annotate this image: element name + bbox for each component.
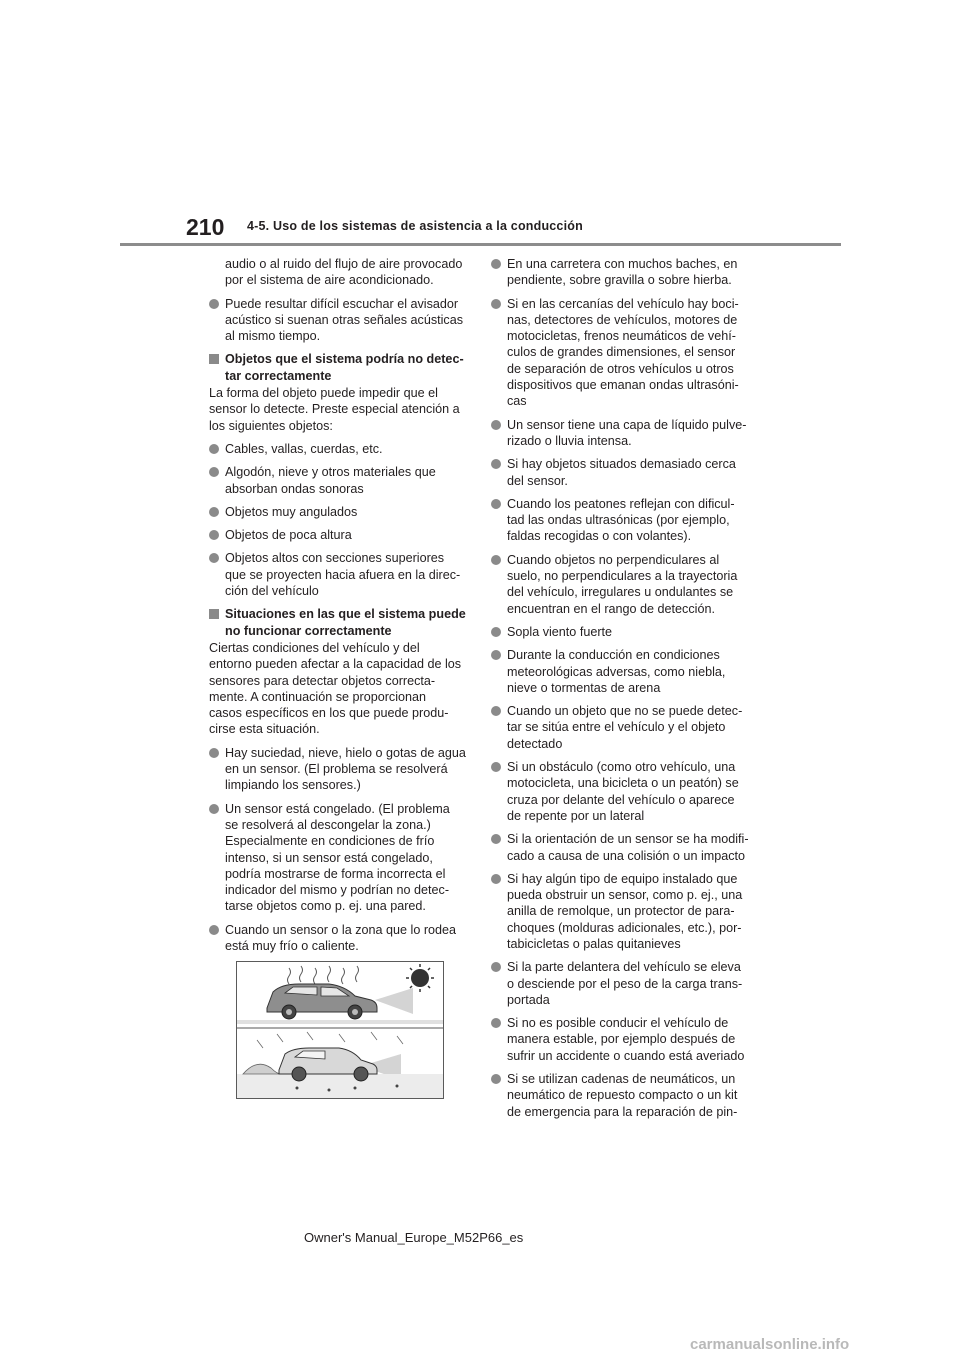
bullet-dot-icon <box>209 444 219 454</box>
list-item: Objetos de poca altura <box>209 527 471 543</box>
body-paragraph: La forma del objeto puede impedir que el sensor lo detecte. Preste especial atención a los siguientes objetos: <box>209 386 460 433</box>
list-item: Si la parte delantera del vehículo se eleva o desciende por el peso de la carga trans- portada <box>491 959 753 1008</box>
square-bullet-icon <box>209 354 219 364</box>
bullet-dot-icon <box>491 762 501 772</box>
bullet-dot-icon <box>209 925 219 935</box>
section-heading: Situaciones en las que el sistema puede no funcionar correctamente <box>209 606 471 639</box>
bullet-dot-icon <box>491 627 501 637</box>
bullet-dot-icon <box>209 748 219 758</box>
bullet-dot-icon <box>209 299 219 309</box>
bullet-dot-icon <box>491 299 501 309</box>
bullet-dot-icon <box>491 499 501 509</box>
bullet-dot-icon <box>491 420 501 430</box>
list-item: Puede resultar difícil escuchar el avisador acústico si suenan otras señales acústicas al mismo tiempo. <box>209 296 471 345</box>
bullet-dot-icon <box>209 553 219 563</box>
list-item: Si en las cercanías del vehículo hay boci- nas, detectores de vehículos, motores de motocicletas, frenos neumáticos de vehí- culos de grandes dimensiones, el sensor de separación de otros vehículos u otros dispositivos que emanan ondas ultrasóni- cas <box>491 296 753 410</box>
list-item: Cuando objetos no perpendiculares al suelo, no perpendiculares a la trayectoria del vehículo, irregulares u ondulantes se encuentran en el rango de detección. <box>491 552 753 617</box>
bullet-dot-icon <box>491 459 501 469</box>
list-item: Cuando un sensor o la zona que lo rodea está muy frío o caliente. <box>209 922 471 955</box>
list-item: Cables, vallas, cuerdas, etc. <box>209 441 471 457</box>
left-column <box>209 256 471 961</box>
list-item: Algodón, nieve y otros materiales que absorban ondas sonoras <box>209 464 471 497</box>
bullet-dot-icon <box>491 259 501 269</box>
bullet-dot-icon <box>491 555 501 565</box>
header-rule <box>120 243 841 246</box>
bullet-dot-icon <box>491 650 501 660</box>
bullet-dot-icon <box>491 874 501 884</box>
list-item: Si hay objetos situados demasiado cerca del sensor. <box>491 456 753 489</box>
sensor-conditions-illustration <box>236 961 444 1099</box>
list-item: Cuando los peatones reflejan con dificul- tad las ondas ultrasónicas (por ejemplo, faldas recogidas o con volantes). <box>491 496 753 545</box>
intro-paragraph: audio o al ruido del flujo de aire provocado por el sistema de aire acondicionado. <box>225 257 463 288</box>
list-item: Cuando un objeto que no se puede detec- tar se sitúa entre el vehículo y el objeto detectado <box>491 703 753 752</box>
list-item: En una carretera con muchos baches, en pendiente, sobre gravilla o sobre hierba. <box>491 256 753 289</box>
list-item: Si no es posible conducir el vehículo de manera estable, por ejemplo después de sufrir un accidente o cuando está averiado <box>491 1015 753 1064</box>
list-item: Un sensor está congelado. (El problema se resolverá al descongelar la zona.) Especialmente en condiciones de frío intenso, si un sensor está congelado, podría mostrarse de forma incorrecta el indicador del mismo y podrían no detec- tarse objetos como p. ej. una pared. <box>209 801 471 915</box>
page-number: 210 <box>186 214 225 240</box>
square-bullet-icon <box>209 609 219 619</box>
bullet-dot-icon <box>491 1074 501 1084</box>
body-paragraph: Ciertas condiciones del vehículo y del entorno pueden afectar a la capacidad de los sensores para detectar objetos correcta- mente. A continuación se proporcionan casos específicos en los que puede produ- cirse esta situación. <box>209 640 462 737</box>
bullet-dot-icon <box>209 467 219 477</box>
list-item: Objetos muy angulados <box>209 504 471 520</box>
bullet-dot-icon <box>491 1018 501 1028</box>
bullet-dot-icon <box>491 962 501 972</box>
list-item: Sopla viento fuerte <box>491 624 753 640</box>
bullet-dot-icon <box>491 834 501 844</box>
list-item: Durante la conducción en condiciones meteorológicas adversas, como niebla, nieve o tormentas de arena <box>491 647 753 696</box>
list-item: Hay suciedad, nieve, hielo o gotas de agua en un sensor. (El problema se resolverá limpiando los sensores.) <box>209 745 471 794</box>
bullet-dot-icon <box>491 706 501 716</box>
list-item: Si hay algún tipo de equipo instalado que pueda obstruir un sensor, como p. ej., una anilla de remolque, un protector de para- choques (molduras adicionales, etc.), por- tabicicletas o palas quitanieves <box>491 871 753 952</box>
list-item: Objetos altos con secciones superiores que se proyecten hacia afuera en la direc- ción del vehículo <box>209 550 471 599</box>
car-illustration-svg <box>237 962 443 1098</box>
list-item: Si un obstáculo (como otro vehículo, una motocicleta, una bicicleta o un peatón) se cruza por delante del vehículo o aparece de repente por un lateral <box>491 759 753 824</box>
bullet-dot-icon <box>209 507 219 517</box>
bullet-dot-icon <box>209 530 219 540</box>
list-item: Un sensor tiene una capa de líquido pulve- rizado o lluvia intensa. <box>491 417 753 450</box>
bullet-dot-icon <box>209 804 219 814</box>
footer-text: Owner's Manual_Europe_M52P66_es <box>304 1230 524 1245</box>
section-title: 4-5. Uso de los sistemas de asistencia a la conducción <box>247 219 583 233</box>
list-item: Si se utilizan cadenas de neumáticos, un neumático de repuesto compacto o un kit de emergencia para la reparación de pin- <box>491 1071 753 1120</box>
list-item: Si la orientación de un sensor se ha modifi- cado a causa de una colisión o un impacto <box>491 831 753 864</box>
right-column <box>491 256 753 1127</box>
watermark: carmanualsonline.info <box>690 1336 850 1353</box>
section-heading: Objetos que el sistema podría no detec- tar correctamente <box>209 351 471 384</box>
